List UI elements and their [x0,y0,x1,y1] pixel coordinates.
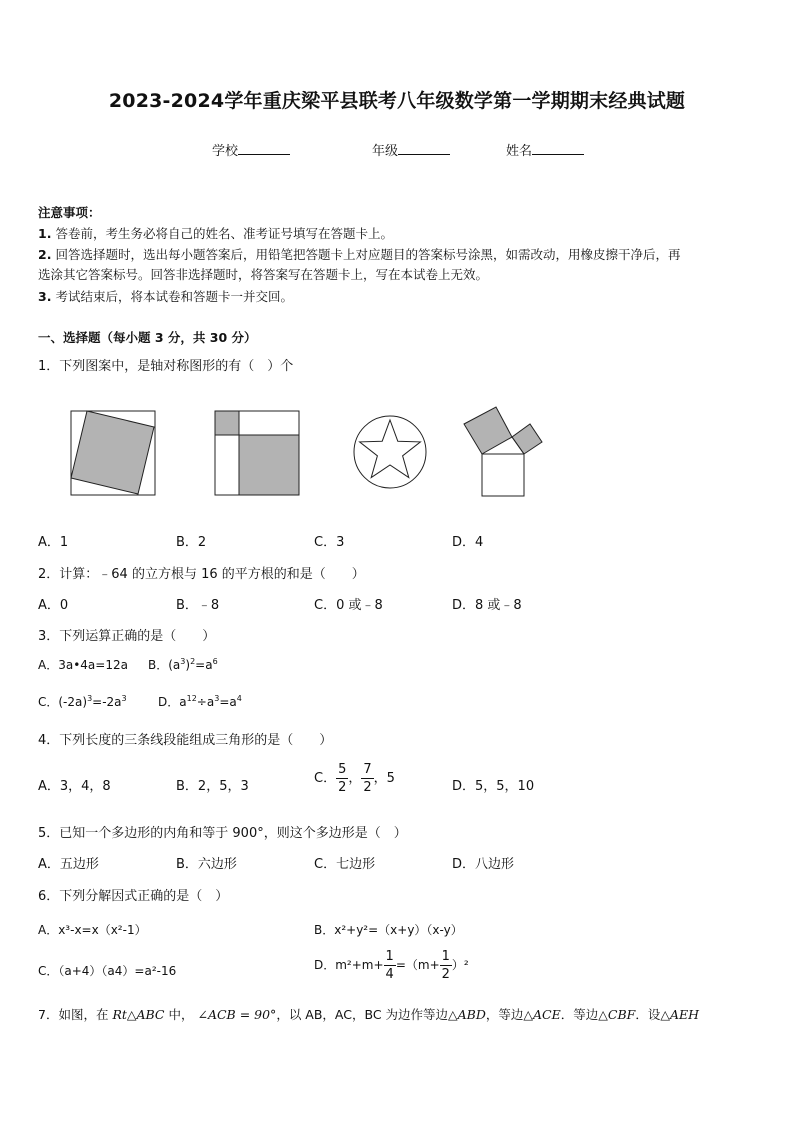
q2-option-d: D．8 或﹣8 [452,598,522,613]
q5-option-b: B．六边形 [176,857,237,872]
school-field [212,140,290,159]
fraction: $\frac{1}{4}$ [385,949,394,982]
grade-field [372,140,450,159]
q1-stem: 1．下列图案中，是轴对称图形的有（ ）个 [38,359,294,374]
figure-star-circle [352,414,428,490]
q5-option-a: A．五边形 [38,857,99,872]
q2-option-c: C．0 或﹣8 [314,598,383,613]
q2-option-a: A．0 [38,598,69,613]
q6-stem: 6．下列分解因式正确的是（ ） [38,889,229,904]
name-field [506,140,584,159]
figure-pythagoras [458,402,548,500]
notice-item-2: 2. 回答选择题时，选出每小题答案后，用铅笔把答题卡上对应题目的答案标号涂黑，如需改动，用橡皮擦干净后，再 [38,247,681,262]
fraction: $\frac{1}{2}$ [441,949,450,982]
q5-option-c: C．七边形 [314,857,376,872]
figure-square-rotated [70,410,158,498]
q4-option-b: B．2，5，3 [176,779,249,794]
q4-option-d: D．5，5，10 [452,779,535,794]
q5-stem: 5．已知一个多边形的内角和等于 900°，则这个多边形是（ ） [38,826,407,841]
school-label: 学校 [212,144,239,159]
fraction: $\frac{5}{2}$ [338,762,347,795]
q6-option-b: B．x²+y²=（x+y）（x-y） [314,923,463,937]
grade-label: 年级 [372,144,399,159]
q1-option-d: D．4 [452,535,484,550]
q3-stem: 3．下列运算正确的是（ ） [38,629,216,644]
q2-option-b: B．﹣8 [176,598,220,613]
q3-option-d: D．$a^{12}\div a^3=a^4$ [158,694,242,709]
notice-item-2-cont: 选涂其它答案标号。回答非选择题时，将答案写在答题卡上，写在本试卷上无效。 [38,267,489,282]
figure-square-split [214,410,302,498]
q5-option-d: D．八边形 [452,857,515,872]
notice-heading: 注意事项： [38,205,101,220]
notice-item-1: 1. 答卷前，考生务必将自己的姓名、准考证号填写在答题卡上。 [38,226,393,241]
q6-option-c: C．（a+4）（a4）=a²-16 [38,964,177,978]
q1-option-c: C．3 [314,535,345,550]
q1-option-a: A．1 [38,535,69,550]
q7-stem: 7．如图，在 Rt△ABC 中， ∠ACB = 90°，以 AB，AC，BC 为边作等边△ABD，等边△ACE．等边△CBF．设△AEH [38,1007,699,1022]
q2-stem: 2．计算：﹣64 的立方根与 16 的平方根的和是（ ） [38,567,365,582]
fraction: $\frac{7}{2}$ [363,762,372,795]
q4-option-a: A．3，4，8 [38,779,111,794]
grade-blank [398,142,450,155]
name-blank [532,142,584,155]
q3-option-b: B．$(a^3)^2=a^6$ [148,657,218,672]
school-blank [238,142,290,155]
page-title: 2023-2024学年重庆梁平县联考八年级数学第一学期期末经典试题 [108,90,686,112]
q4-option-c: C． $\frac{5}{2}$ ， $\frac{7}{2}$ ，5 [314,762,395,795]
q6-option-d: D．m²+m+ $\frac{1}{4}$ =（m+ $\frac{1}{2}$ ）² [314,949,469,982]
q6-option-a: A．x³-x=x（x²-1） [38,923,147,937]
name-label: 姓名 [506,144,533,159]
q4-stem: 4．下列长度的三条线段能组成三角形的是（ ） [38,733,333,748]
q3-option-a: A．3a•4a=12a [38,658,128,672]
q3-option-c: C．$(-2a)^3=-2a^3$ [38,694,127,709]
notice-item-3: 3. 考试结束后，将本试卷和答题卡一并交回。 [38,289,293,304]
section-heading: 一、选择题（每小题 3 分，共 30 分） [38,330,257,345]
q1-option-b: B．2 [176,535,207,550]
